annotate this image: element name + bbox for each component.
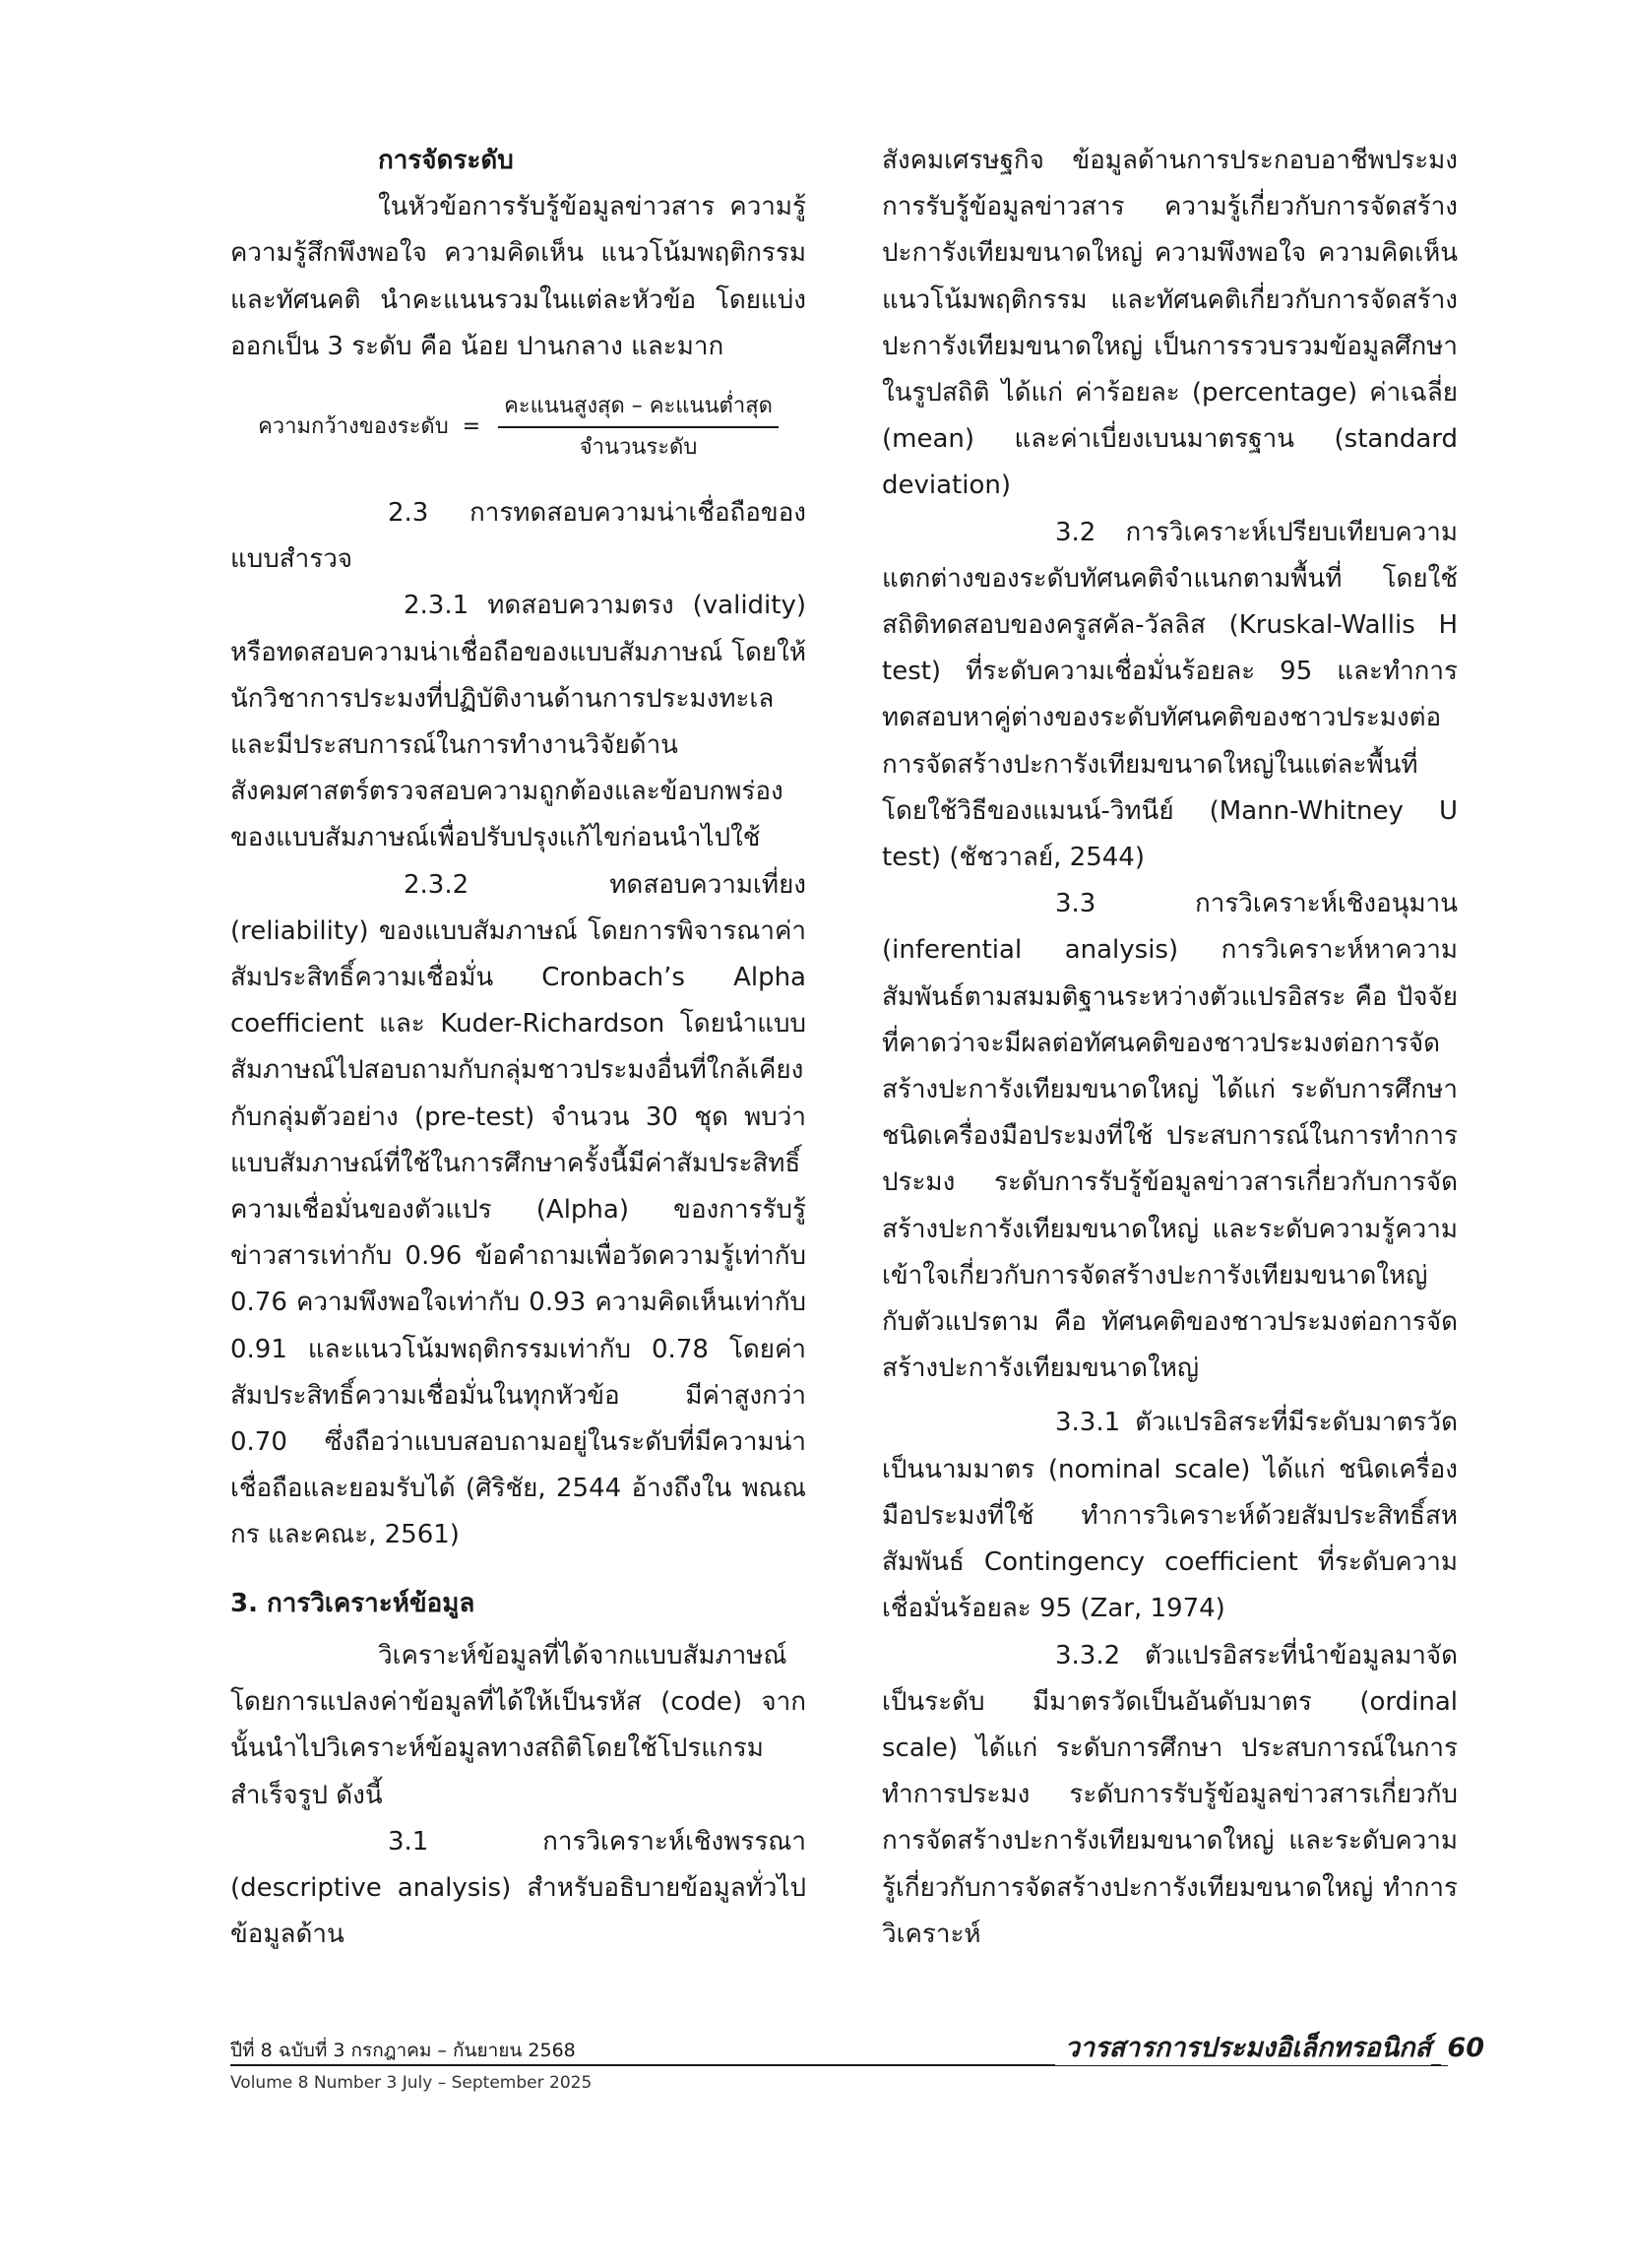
footer-journal-name: วารสารการประมงอิเล็กทรอนิกส์ — [1055, 2032, 1431, 2065]
left-column — [230, 138, 806, 1958]
reliability-test-heading: 2.3 การทดสอบความน่าเชื่อถือของแบบสำรวจ — [230, 498, 806, 575]
comparative-paragraph: 3.2 การวิเคราะห์เปรียบเทียบความแตกต่างของระดับทัศนคติจำแนกตามพื้นที่ โดยใช้สถิติทดสอบของครูสคัล-วัลลิส (Kruskal-Wallis H test) ที่ระดับความเชื่อมั่นร้อยละ 95 และทำการทดสอบหาคู่ต่างของระดับทัศนคติของชาวประมงต่อการจัดสร้างปะการังเทียมขนาดใหญ่ในแต่ละพื้นที่ โดยใช้วิธีของแมนน์-วิทนีย์ (Mann-Whitney U test) (ชัชวาลย์, 2544) — [882, 517, 1458, 873]
ordinal-paragraph: 3.3.2 ตัวแปรอิสระที่นำข้อมูลมาจัดเป็นระดับ มีมาตรวัดเป็นอันดับมาตร (ordinal scale) ได้แก่ ระดับการศึกษา ประสบการณ์ในการทำการประมง ระดับการรับรู้ข้อมูลข่าวสารเกี่ยวกับการจัดสร้างปะการังเทียมขนาดใหญ่ และระดับความรู้เกี่ยวกับการจัดสร้างปะการังเทียมขนาดใหญ่ ทำการวิเคราะห์ — [882, 1640, 1458, 1949]
footer-issue-english: Volume 8 Number 3 July – September 2025 — [230, 2073, 593, 2093]
formula-lhs: ความกว้างของระดับ — [258, 414, 449, 440]
formula-fraction — [498, 391, 779, 464]
analysis-paragraph: วิเคราะห์ข้อมูลที่ได้จากแบบสัมภาษณ์ โดยการแปลงค่าข้อมูลที่ได้ให้เป็นรหัส (code) จากนั้นนำไปวิเคราะห์ข้อมูลทางสถิติโดยใช้โปรแกรมสำเร็จรูป ดังนี้ — [230, 1640, 806, 1810]
descriptive-paragraph-start: 3.1 การวิเคราะห์เชิงพรรณา (descriptive analysis) สำหรับอธิบายข้อมูลทั่วไป ข้อมูลด้าน — [230, 1826, 806, 1950]
validity-paragraph: 2.3.1 ทดสอบความตรง (validity) หรือทดสอบความน่าเชื่อถือของแบบสัมภาษณ์ โดยให้นักวิชาการประมงที่ปฏิบัติงานด้านการประมงทะเล และมีประสบการณ์ในการทำงานวิจัยด้านสังคมศาสตร์ตรวจสอบความถูกต้องและข้อบกพร่องของแบบสัมภาษณ์เพื่อปรับปรุงแก้ไขก่อนนำไปใช้ — [230, 591, 806, 853]
page-number: 60 — [1441, 2032, 1484, 2065]
footer-issue-thai: ปีที่ 8 ฉบับที่ 3 กรกฎาคม – กันยายน 2568 — [230, 2040, 576, 2061]
ranking-heading: การจัดระดับ — [378, 146, 514, 175]
formula-numerator: คะแนนสูงสุด – คะแนนต่ำสุด — [498, 391, 779, 428]
nominal-paragraph: 3.3.1 ตัวแปรอิสระที่มีระดับมาตรวัดเป็นนามมาตร (nominal scale) ได้แก่ ชนิดเครื่องมือประมงที่ใช้ ทำการวิเคราะห์ด้วยสัมประสิทธิ์สหสัมพันธ์ Contingency coefficient ที่ระดับความเชื่อมั่นร้อยละ 95 (Zar, 1974) — [882, 1408, 1458, 1624]
inferential-paragraph: 3.3 การวิเคราะห์เชิงอนุมาน (inferential analysis) การวิเคราะห์หาความสัมพันธ์ตามสมมติฐานระหว่างตัวแปรอิสระ คือ ปัจจัยที่คาดว่าจะมีผลต่อทัศนคติของชาวประมงต่อการจัดสร้างปะการังเทียมขนาดใหญ่ ได้แก่ ระดับการศึกษา ชนิดเครื่องมือประมงที่ใช้ ประสบการณ์ในการทำการประมง ระดับการรับรู้ข้อมูลข่าวสารเกี่ยวกับการจัดสร้างปะการังเทียมขนาดใหญ่ และระดับความรู้ความเข้าใจเกี่ยวกับการจัดสร้างปะการังเทียมขนาดใหญ่ กับตัวแปรตาม คือ ทัศนคติของชาวประมงต่อการจัดสร้างปะการังเทียมขนาดใหญ่ — [882, 889, 1458, 1384]
reliability-paragraph: 2.3.2 ทดสอบความเที่ยง (reliability) ของแบบสัมภาษณ์ โดยการพิจารณาค่าสัมประสิทธิ์ความเชื่อมั่น Cronbach’s Alpha coefficient และ Kuder-Richardson โดยนำแบบสัมภาษณ์ไปสอบถามกับกลุ่มชาวประมงอื่นที่ใกล้เคียงกับกลุ่มตัวอย่าง (pre-test) จำนวน 30 ชุด พบว่าแบบสัมภาษณ์ที่ใช้ในการศึกษาครั้งนี้มีค่าสัมประสิทธิ์ความเชื่อมั่นของตัวแปร (Alpha) ของการรับรู้ข่าวสารเท่ากับ 0.96 ข้อคำถามเพื่อวัดความรู้เท่ากับ 0.76 ความพึงพอใจเท่ากับ 0.93 ความคิดเห็นเท่ากับ 0.91 และแนวโน้มพฤติกรรมเท่ากับ 0.78 โดยค่าสัมประสิทธิ์ความเชื่อมั่นในทุกหัวข้อ มีค่าสูงกว่า 0.70 ซึ่งถือว่าแบบสอบถามอยู่ในระดับที่มีความน่าเชื่อถือและยอมรับได้ (ศิริชัย, 2544 อ้างถึงใน พณณกร และคณะ, 2561) — [230, 869, 806, 1550]
range-formula — [230, 380, 806, 474]
ranking-paragraph: ในหัวข้อการรับรู้ข้อมูลข่าวสาร ความรู้ ความรู้สึกพึงพอใจ ความคิดเห็น แนวโน้มพฤติกรรม และทัศนคติ นำคะแนนรวมในแต่ละหัวข้อ โดยแบ่งออกเป็น 3 ระดับ คือ น้อย ปานกลาง และมาก — [230, 192, 806, 361]
descriptive-paragraph-cont: สังคมเศรษฐกิจ ข้อมูลด้านการประกอบอาชีพประมง การรับรู้ข้อมูลข่าวสาร ความรู้เกี่ยวกับการจัดสร้างปะการังเทียมขนาดใหญ่ ความพึงพอใจ ความคิดเห็น แนวโน้มพฤติกรรม และทัศนคติเกี่ยวกับการจัดสร้างปะการังเทียมขนาดใหญ่ เป็นการรวบรวมข้อมูลศึกษาในรูปสถิติ ได้แก่ ค่าร้อยละ (percentage) ค่าเฉลี่ย (mean) และค่าเบี่ยงเบนมาตรฐาน (standard deviation) — [882, 146, 1458, 501]
formula-equals: = — [462, 414, 481, 440]
formula-denominator: จำนวนระดับ — [579, 435, 698, 461]
right-column — [882, 138, 1458, 1958]
analysis-heading: 3. การวิเคราะห์ข้อมูล — [230, 1588, 475, 1618]
